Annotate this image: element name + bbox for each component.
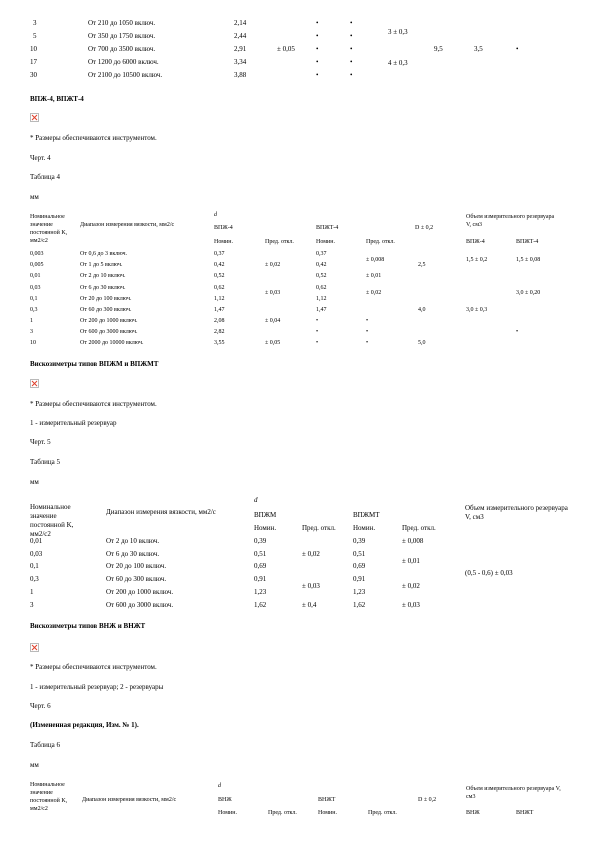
column-header: d: [214, 212, 217, 218]
table-cell: От 200 до 1000 включ.: [106, 588, 174, 596]
table-cell: 0,39: [254, 537, 267, 545]
figure-caption: Черт. 5: [30, 438, 51, 446]
table-cell: •: [366, 329, 369, 335]
table-cell: 1,12: [316, 296, 327, 302]
table-cell: 0,1: [30, 296, 38, 302]
broken-image-icon: [30, 113, 39, 122]
table-cell: •: [316, 58, 319, 66]
footnote: * Размеры обеспечиваются инструментом.: [30, 663, 157, 671]
column-header: Пред. откл.: [402, 524, 436, 532]
table-cell: 1,47: [316, 307, 327, 313]
footnote: * Размеры обеспечиваются инструментом.: [30, 400, 157, 408]
table-cell: 2,91: [234, 45, 247, 53]
table-cell: ± 0,02: [402, 582, 420, 590]
table-cell: 1,23: [254, 588, 267, 596]
table-cell: •: [316, 19, 319, 27]
table-label: Таблица 6: [30, 741, 60, 749]
column-header: Номинальное значение постоянной K, мм2/с2: [30, 503, 74, 538]
column-header: Диапазон измерения вязкости, мм2/с: [82, 797, 177, 803]
table-cell: 0,69: [353, 562, 366, 570]
table-cell: •: [350, 32, 353, 40]
table-cell: 0,52: [214, 273, 225, 279]
table-cell: 4 ± 0,3: [388, 59, 408, 67]
table-cell: ± 0,008: [402, 537, 424, 545]
table-cell: От 600 до 3000 включ.: [80, 329, 138, 335]
table-cell: 0,42: [214, 262, 225, 268]
table-cell: ± 0,02: [265, 262, 281, 268]
table-cell: ± 0,05: [277, 45, 295, 53]
column-header: Пред. откл.: [265, 239, 294, 245]
table-cell: От 1 до 5 включ.: [80, 262, 123, 268]
column-header: ВПЖМТ: [353, 511, 380, 519]
table-cell: 5,0: [418, 340, 426, 346]
table-cell: От 6 до 30 включ.: [106, 550, 160, 558]
column-header: D ± 0,2: [415, 225, 434, 231]
table-cell: От 1200 до 6000 включ.: [88, 58, 159, 66]
table-cell: 0,1: [30, 562, 39, 570]
table-cell: ± 0,4: [302, 601, 317, 609]
table-cell: 2,14: [234, 19, 247, 27]
figure-legend: 1 - измерительный резервуар; 2 - резервуары: [30, 683, 164, 691]
table-cell: От 0,6 до 3 включ.: [80, 251, 128, 257]
table-cell: От 200 до 1000 включ.: [80, 318, 138, 324]
column-header: ВНЖТ: [318, 797, 336, 803]
table-cell: 17: [30, 58, 37, 66]
table-cell: 3,88: [234, 71, 247, 79]
column-header: ВПЖМ: [254, 511, 277, 519]
table-cell: 0,51: [353, 550, 366, 558]
column-header: d: [254, 496, 258, 504]
table-cell: 0,91: [353, 575, 366, 583]
table-cell: •: [350, 45, 353, 53]
table-label: Таблица 5: [30, 458, 60, 466]
table-cell: 0,62: [214, 285, 225, 291]
table-cell: От 20 до 100 включ.: [106, 562, 167, 570]
figure-caption: Черт. 4: [30, 154, 51, 162]
table-cell: ± 0,03: [265, 290, 281, 296]
table-cell: 3,5: [474, 45, 483, 53]
column-header: Номин.: [214, 239, 233, 245]
column-header: ВПЖТ-4: [516, 239, 539, 245]
table-cell: От 20 до 100 включ.: [80, 296, 132, 302]
table-cell: •: [316, 71, 319, 79]
table-cell: 0,003: [30, 251, 44, 257]
table-cell: 5: [33, 32, 37, 40]
figure-legend: 1 - измерительный резервуар: [30, 419, 117, 427]
unit-label: мм: [30, 193, 39, 201]
table-cell: От 350 до 1750 включ.: [88, 32, 156, 40]
table-cell: От 6 до 30 включ.: [80, 285, 126, 291]
table-cell: 0,005: [30, 262, 44, 268]
table-cell: 1: [30, 318, 33, 324]
table-cell: 4,0: [418, 307, 426, 313]
table-cell: От 2000 до 10000 включ.: [80, 340, 144, 346]
table-cell: 0,69: [254, 562, 267, 570]
table-cell: ± 0,02: [366, 290, 382, 296]
column-header: Объем измерительного резервуара V, см3: [466, 214, 555, 228]
table-cell: •: [316, 32, 319, 40]
table-cell: ± 0,03: [402, 601, 420, 609]
table-cell: 1: [30, 588, 34, 596]
table-cell: ± 0,05: [265, 340, 281, 346]
table-cell: 3,55: [214, 340, 225, 346]
table-cell: 3 ± 0,3: [388, 28, 408, 36]
table-cell: •: [316, 45, 319, 53]
table-cell: 3,0 ± 0,3: [466, 307, 488, 313]
column-header: Номин.: [254, 524, 277, 532]
table-cell: 1,5 ± 0,2: [466, 257, 488, 263]
column-header: Номинальное значение постоянной K, мм2/с2: [30, 214, 68, 244]
column-header: Пред. откл.: [366, 239, 395, 245]
table-cell: •: [516, 329, 519, 335]
table-cell: От 2100 до 10500 включ.: [88, 71, 163, 79]
table-cell: ± 0,03: [302, 582, 320, 590]
table-cell: 0,37: [214, 251, 225, 257]
table-cell: •: [516, 45, 519, 53]
table-cell: 0,01: [30, 273, 41, 279]
table-cell: 0,03: [30, 285, 41, 291]
table-cell: 2,5: [418, 262, 426, 268]
figure-caption: Черт. 6: [30, 702, 51, 710]
column-header: ВНЖ: [218, 797, 232, 803]
table-cell: •: [350, 71, 353, 79]
table-cell: ± 0,008: [366, 257, 385, 263]
footnote: * Размеры обеспечиваются инструментом.: [30, 134, 157, 142]
section-heading: Вискозиметры типов ВПЖМ и ВПЖМТ: [30, 360, 159, 368]
table-cell: ± 0,01: [402, 557, 420, 565]
table-cell: 1,62: [353, 601, 366, 609]
table-cell: 1,62: [254, 601, 267, 609]
table-cell: 0,52: [316, 273, 327, 279]
table-cell: 1,47: [214, 307, 225, 313]
column-header: Номинальное значение постоянной K, мм2/с2: [30, 782, 68, 812]
column-header: Номин.: [218, 810, 237, 816]
table-cell: 0,37: [316, 251, 327, 257]
table-cell: 9,5: [434, 45, 443, 53]
table-cell: 10: [30, 340, 36, 346]
table-cell: •: [316, 340, 319, 346]
table-cell: 0,3: [30, 575, 39, 583]
column-header: ВНЖ: [466, 810, 480, 816]
table-cell: 0,91: [254, 575, 267, 583]
table-cell: •: [316, 329, 319, 335]
table-cell: 1,5 ± 0,08: [516, 257, 541, 263]
column-header: Номин.: [316, 239, 335, 245]
table-cell: От 2 до 10 включ.: [106, 537, 160, 545]
column-header: Объем измерительного резервуара V, см3: [465, 504, 568, 521]
table-cell: ± 0,04: [265, 318, 281, 324]
column-header: Объем измерительного резервуара V, см3: [466, 786, 561, 800]
table-cell: От 60 до 300 включ.: [80, 307, 132, 313]
column-header: ВПЖТ-4: [316, 225, 339, 231]
column-header: Номин.: [318, 810, 337, 816]
table-cell: 0,51: [254, 550, 267, 558]
table-cell: •: [316, 318, 319, 324]
column-header: ВПЖ-4: [214, 225, 233, 231]
table-cell: •: [366, 340, 369, 346]
table-cell: 2,82: [214, 329, 225, 335]
table-cell: От 600 до 3000 включ.: [106, 601, 174, 609]
column-header: Номин.: [353, 524, 376, 532]
table-cell: 10: [30, 45, 37, 53]
table-cell: 3: [30, 601, 34, 609]
table-cell: •: [350, 58, 353, 66]
column-header: D ± 0,2: [418, 797, 437, 803]
broken-image-icon: [30, 379, 39, 388]
table-cell: 0,3: [30, 307, 38, 313]
table-cell: 3: [33, 19, 37, 27]
table-cell: 1,12: [214, 296, 225, 302]
table-cell: От 700 до 3500 включ.: [88, 45, 156, 53]
table-cell: •: [350, 19, 353, 27]
table-cell: 0,42: [316, 262, 327, 268]
column-header: Пред. откл.: [268, 810, 297, 816]
table-cell: От 2 до 10 включ.: [80, 273, 126, 279]
table-cell: 2,44: [234, 32, 247, 40]
table-cell: От 60 до 300 включ.: [106, 575, 167, 583]
table-cell: 3,0 ± 0,20: [516, 290, 541, 296]
column-header: Пред. откл.: [302, 524, 336, 532]
table-cell: 3,34: [234, 58, 247, 66]
column-header: Диапазон измерения вязкости, мм2/с: [106, 508, 216, 516]
table-cell: 1,23: [353, 588, 366, 596]
table-cell: 2,08: [214, 318, 225, 324]
section-heading: ВПЖ-4, ВПЖТ-4: [30, 95, 84, 103]
column-header: ВНЖТ: [516, 810, 534, 816]
column-header: Пред. откл.: [368, 810, 397, 816]
amendment-note: (Измененная редакция, Изм. № 1).: [30, 721, 139, 729]
table-label: Таблица 4: [30, 173, 60, 181]
table-cell: 0,39: [353, 537, 366, 545]
table-cell: 3: [30, 329, 33, 335]
table-cell: 0,62: [316, 285, 327, 291]
table-cell: ± 0,01: [366, 273, 382, 279]
table-cell: 0,03: [30, 550, 43, 558]
table-cell: •: [366, 318, 369, 324]
table-cell: 0,01: [30, 537, 43, 545]
table-cell: 30: [30, 71, 37, 79]
section-heading: Вискозиметры типов ВНЖ и ВНЖТ: [30, 622, 146, 630]
table-cell: (0,5 - 0,6) ± 0,03: [465, 569, 513, 577]
table-cell: От 210 до 1050 включ.: [88, 19, 156, 27]
column-header: ВПЖ-4: [466, 239, 485, 245]
broken-image-icon: [30, 643, 39, 652]
table-cell: ± 0,02: [302, 550, 320, 558]
column-header: Диапазон измерения вязкости, мм2/с: [80, 222, 175, 228]
unit-label: мм: [30, 761, 39, 769]
column-header: d: [218, 783, 221, 789]
unit-label: мм: [30, 478, 39, 486]
